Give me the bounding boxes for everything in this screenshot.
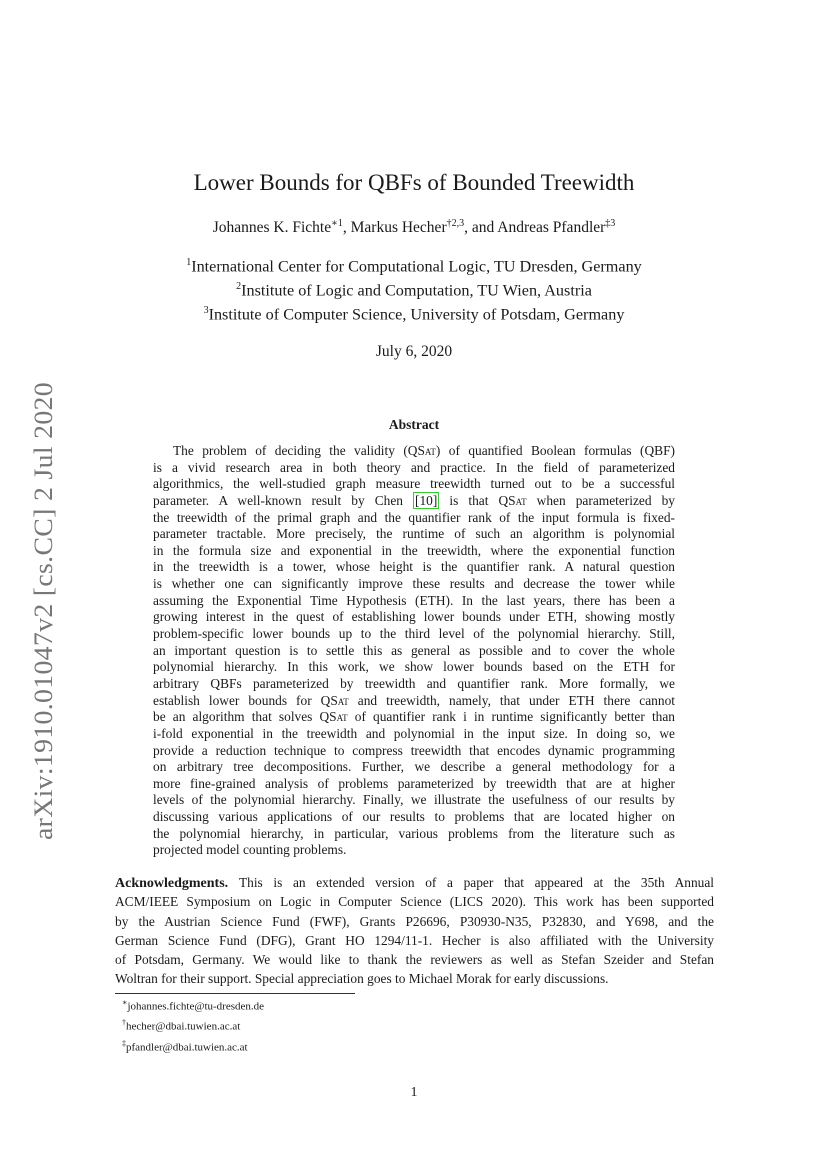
ack-line: German Science Fund (DFG), Grant HO 1294/11-1. Hecher is also affiliated with the University [115, 932, 714, 948]
citation-link[interactable]: [10] [415, 492, 438, 508]
abstract-line: i-fold exponential in the treewidth and polynomial in the input size. In doing so, we [153, 725, 675, 741]
affiliations [0, 253, 828, 325]
abstract-line: algorithmics, the well-studied graph measure treewidth turned out to be a successful [153, 476, 675, 492]
abstract-line: parameter tractable. More precisely, the runtime of such an algorithm is polynomial [153, 526, 675, 542]
abstract-line: be an algorithm that solves QSat of quantifier rank i in runtime significantly better than [153, 709, 675, 725]
affiliation-number: 3 [203, 304, 209, 316]
abstract-line: levels of the polynomial hierarchy. Finally, we illustrate the usefulness of our results by [153, 792, 675, 808]
author-pfandler: , and Andreas Pfandler [464, 219, 606, 237]
abstract-body [153, 443, 675, 859]
author-list [0, 218, 828, 237]
abstract-line: discussing various applications of our results to problems that are located higher on [153, 809, 675, 825]
affiliation-number: 1 [186, 257, 192, 268]
ack-line: Acknowledgments. This is an extended version of a paper that appeared at the 35th Annual [115, 875, 714, 891]
affiliation [0, 253, 828, 277]
abstract-line: more fine-grained analysis of problems parameterized by treewidth that are at higher [153, 775, 675, 791]
abstract-line: in the formula size and exponential in the treewidth, where the exponential function [153, 542, 675, 558]
ack-line: of Potsdam, Germany. We would like to thank the reviewers as well as Stefan Szeider and Stefan [115, 952, 714, 968]
problem-name: QSat [319, 709, 348, 725]
affiliation-number: 2 [236, 280, 242, 292]
footnote [122, 1015, 264, 1035]
author-pfandler-mark: ‡3 [605, 218, 616, 229]
abstract-line: polynomial hierarchy. In this work, we show lower bounds based on the ETH for [153, 659, 675, 675]
abstract-line: arbitrary QBFs parameterized by treewidth and quantifier rank. More formally, we [153, 675, 675, 691]
footnote-mark: † [122, 1018, 126, 1028]
footnote [122, 1036, 264, 1056]
footnotes [122, 995, 264, 1056]
abstract-line: establish lower bounds for QSat and treewidth, namely, that under ETH there cannot [153, 692, 675, 708]
footnote-mark: ‡ [122, 1038, 126, 1048]
footnote-email[interactable]: hecher@dbai.tuwien.ac.at [126, 1020, 241, 1033]
ack-line: Woltran for their support. Special appreciation goes to Michael Morak for early discussions. [115, 971, 609, 987]
abstract-line: projected model counting problems. [153, 842, 347, 858]
author-hecher: , Markus Hecher [342, 219, 447, 237]
affiliation [0, 277, 828, 301]
abstract-line: the polynomial hierarchy, in particular, various problems from the literature such as [153, 825, 675, 841]
footnote-mark: ∗ [122, 998, 128, 1007]
footnote-rule [115, 993, 355, 994]
abstract-line: growing interest in the quest of establishing lower bounds under ETH, showing mostly [153, 609, 675, 625]
ack-line: by the Austrian Science Fund (FWF), Grants P26696, P30930-N35, P32830, and Y698, and the [115, 913, 714, 929]
author-fichte-mark: ∗1 [331, 218, 343, 229]
abstract-line: assuming the Exponential Time Hypothesis (ETH). In the last years, there has been a [153, 592, 675, 608]
footnote-email[interactable]: pfandler@dbai.tuwien.ac.at [126, 1041, 248, 1054]
problem-name: QSat [498, 492, 527, 508]
abstract-line: an important question is to settle this as general as possible and to cover the whole [153, 642, 675, 658]
problem-name: QSat [407, 443, 436, 458]
footnote-email[interactable]: johannes.fichte@tu-dresden.de [127, 1000, 265, 1013]
abstract-line: problem-specific lower bounds up to the third level of the polynomial hierarchy. Still, [153, 626, 675, 642]
arxiv-identifier-text: arXiv:1910.01047v2 [cs.CC] 2 Jul 2020 [29, 411, 58, 840]
abstract-line: provide a reduction technique to compress treewidth that encodes dynamic programming [153, 742, 675, 758]
arxiv-identifier-graphic [22, 380, 62, 840]
author-hecher-mark: †2,3 [446, 218, 465, 229]
abstract-line: on arbitrary tree decompositions. Further, we describe a general methodology for a [153, 759, 675, 775]
page-number: 1 [410, 1085, 418, 1100]
acknowledgments [115, 873, 714, 989]
paper-title: Lower Bounds for QBFs of Bounded Treewidth [193, 170, 635, 195]
affiliation-text: International Center for Computational Logic, TU Dresden, Germany [191, 257, 642, 276]
ack-line: ACM/IEEE Symposium on Logic in Computer Science (LICS 2020). This work has been supported [115, 894, 714, 910]
abstract-line: in the treewidth is a tower, whose height is the quantifier rank. A natural question [153, 559, 675, 575]
abstract-line: the treewidth of the primal graph and the quantifier rank of the input formula is fixed- [153, 509, 675, 525]
author-fichte: Johannes K. Fichte [212, 219, 332, 237]
affiliation-text: Institute of Logic and Computation, TU Wien, Austria [241, 281, 592, 300]
abstract-line: The problem of deciding the validity (QSat) of quantified Boolean formulas (QBF) [173, 443, 675, 458]
affiliation-text: Institute of Computer Science, University of Potsdam, Germany [208, 305, 625, 324]
abstract-line: parameter. A well-known result by Chen [10] is that QSat when parameterized by [153, 492, 676, 508]
abstract-line: is whether one can significantly improve these results and decrease the tower while [153, 576, 675, 592]
affiliation [0, 301, 828, 325]
footnote [122, 995, 264, 1015]
problem-name: QSat [320, 692, 349, 708]
abstract-line: is a vivid research area in both theory and practice. In the field of parameterized [153, 459, 675, 475]
ack-heading: Acknowledgments. [115, 876, 239, 891]
paper-date: July 6, 2020 [375, 343, 453, 360]
abstract-heading: Abstract [388, 417, 440, 432]
arxiv-identifier [22, 380, 62, 840]
